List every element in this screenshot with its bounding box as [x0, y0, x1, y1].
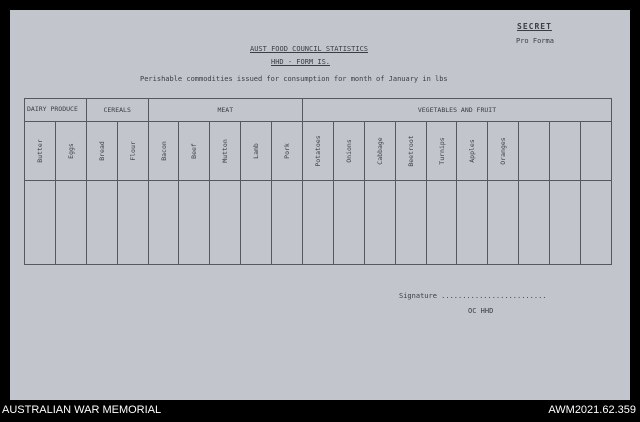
entry-cell [364, 181, 395, 265]
entry-cell [148, 181, 179, 265]
document-page [10, 10, 630, 400]
column-header [241, 122, 272, 181]
column-header-label: Cabbage [375, 137, 384, 165]
column-header [272, 122, 303, 181]
entry-cell [550, 181, 581, 265]
entry-cell [395, 181, 426, 265]
column-header-label: Flour [128, 141, 137, 161]
entry-cell [581, 181, 612, 265]
column-header [581, 122, 612, 181]
entry-cell [55, 181, 86, 265]
entry-cell [303, 181, 334, 265]
entry-cell [179, 181, 210, 265]
column-header [519, 122, 550, 181]
entry-row [25, 181, 612, 265]
column-header [55, 122, 86, 181]
column-header-label: Onions [344, 139, 353, 163]
column-header-label: Bacon [159, 141, 168, 161]
column-header [210, 122, 241, 181]
footer-accession: AWM2021.62.359 [548, 404, 636, 416]
entry-cell [488, 181, 519, 265]
commodities-table [24, 98, 612, 265]
column-header [333, 122, 364, 181]
column-header [179, 122, 210, 181]
column-header [117, 122, 148, 181]
column-header-label: Oranges [499, 137, 508, 165]
column-header-label: Mutton [221, 139, 230, 163]
classification-label: SECRET [517, 22, 552, 31]
column-header-label: Apples [468, 139, 477, 163]
column-header [426, 122, 457, 181]
column-header [86, 122, 117, 181]
column-header-label: Bread [97, 141, 106, 161]
column-header-row [25, 122, 612, 181]
column-header-label: Potatoes [313, 135, 322, 167]
column-header-label: Pork [283, 143, 292, 159]
column-header [148, 122, 179, 181]
entry-cell [333, 181, 364, 265]
group-vegetables-fruit: VEGETABLES AND FRUIT [303, 99, 612, 122]
column-header [303, 122, 334, 181]
entry-cell [86, 181, 117, 265]
column-header-label: Butter [35, 139, 44, 163]
entry-cell [426, 181, 457, 265]
signature-line: Signature ......................... [399, 292, 547, 300]
group-cereals: CEREALS [86, 99, 148, 122]
pro-forma-label: Pro Forma [516, 37, 554, 45]
column-header [488, 122, 519, 181]
column-header-label: Turnips [437, 137, 446, 165]
form-id: HHD - FORM IS. [271, 58, 331, 66]
entry-cell [241, 181, 272, 265]
group-dairy-produce: DAIRY PRODUCE [25, 99, 87, 122]
column-header [457, 122, 488, 181]
footer-credit: AUSTRALIAN WAR MEMORIAL [2, 404, 162, 416]
column-header [395, 122, 426, 181]
column-header-label: Beef [190, 143, 199, 159]
group-meat: MEAT [148, 99, 302, 122]
column-header-label: Beetroot [406, 135, 415, 167]
document-title: AUST FOOD COUNCIL STATISTICS [250, 45, 369, 53]
entry-cell [519, 181, 550, 265]
entry-cell [117, 181, 148, 265]
column-header-label: Lamb [252, 143, 261, 159]
column-header-label: Eggs [66, 143, 75, 159]
column-header [550, 122, 581, 181]
entry-cell [210, 181, 241, 265]
document-subtitle: Perishable commodities issued for consumption for month of January in lbs [140, 75, 448, 83]
entry-cell [25, 181, 56, 265]
column-header [364, 122, 395, 181]
entry-cell [272, 181, 303, 265]
signatory-label: OC HHD [468, 307, 494, 315]
column-header [25, 122, 56, 181]
entry-cell [457, 181, 488, 265]
